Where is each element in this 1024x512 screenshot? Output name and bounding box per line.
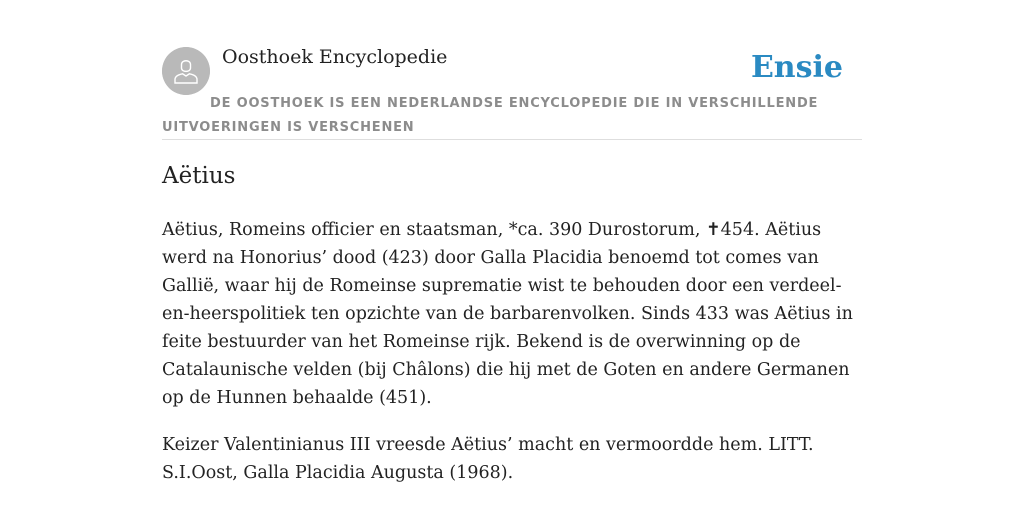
header-divider bbox=[162, 139, 862, 140]
article-paragraph: Keizer Valentinianus III vreesde Aëtius’ macht en vermoordde hem. LITT. S.I.Oost, Galla Placidia Augusta (1968). bbox=[162, 435, 814, 483]
article-body bbox=[162, 216, 862, 506]
article-paragraph: Aëtius, Romeins officier en staatsman, *ca. 390 Durostorum, ✝454. Aëtius werd na Honorius’ dood (423) door Galla Placidia benoemd tot comes van Gallië, waar hij de Romeinse suprematie wist te behouden door een verdeel-en-heerspolitiek ten opzichte van de barbarenvolken. Sinds 433 was Aëtius in feite bestuurder van het Romeinse rijk. Bekend is de overwinning op de Catalaunische velden (bij Châlons) die hij met de Goten en andere Germanen op de Hunnen behaalde (451). bbox=[162, 220, 853, 408]
ensie-logo[interactable]: Ensie bbox=[750, 50, 843, 85]
source-name-link[interactable]: Oosthoek Encyclopedie bbox=[222, 46, 448, 68]
source-description: DE OOSTHOEK IS EEN NEDERLANDSE ENCYCLOPEDIE DIE IN VERSCHILLENDE UITVOERINGEN IS VERSCHENEN bbox=[162, 96, 819, 135]
article-title: Aëtius bbox=[162, 163, 236, 189]
source-avatar[interactable] bbox=[162, 47, 210, 95]
user-silhouette-icon bbox=[162, 47, 210, 95]
